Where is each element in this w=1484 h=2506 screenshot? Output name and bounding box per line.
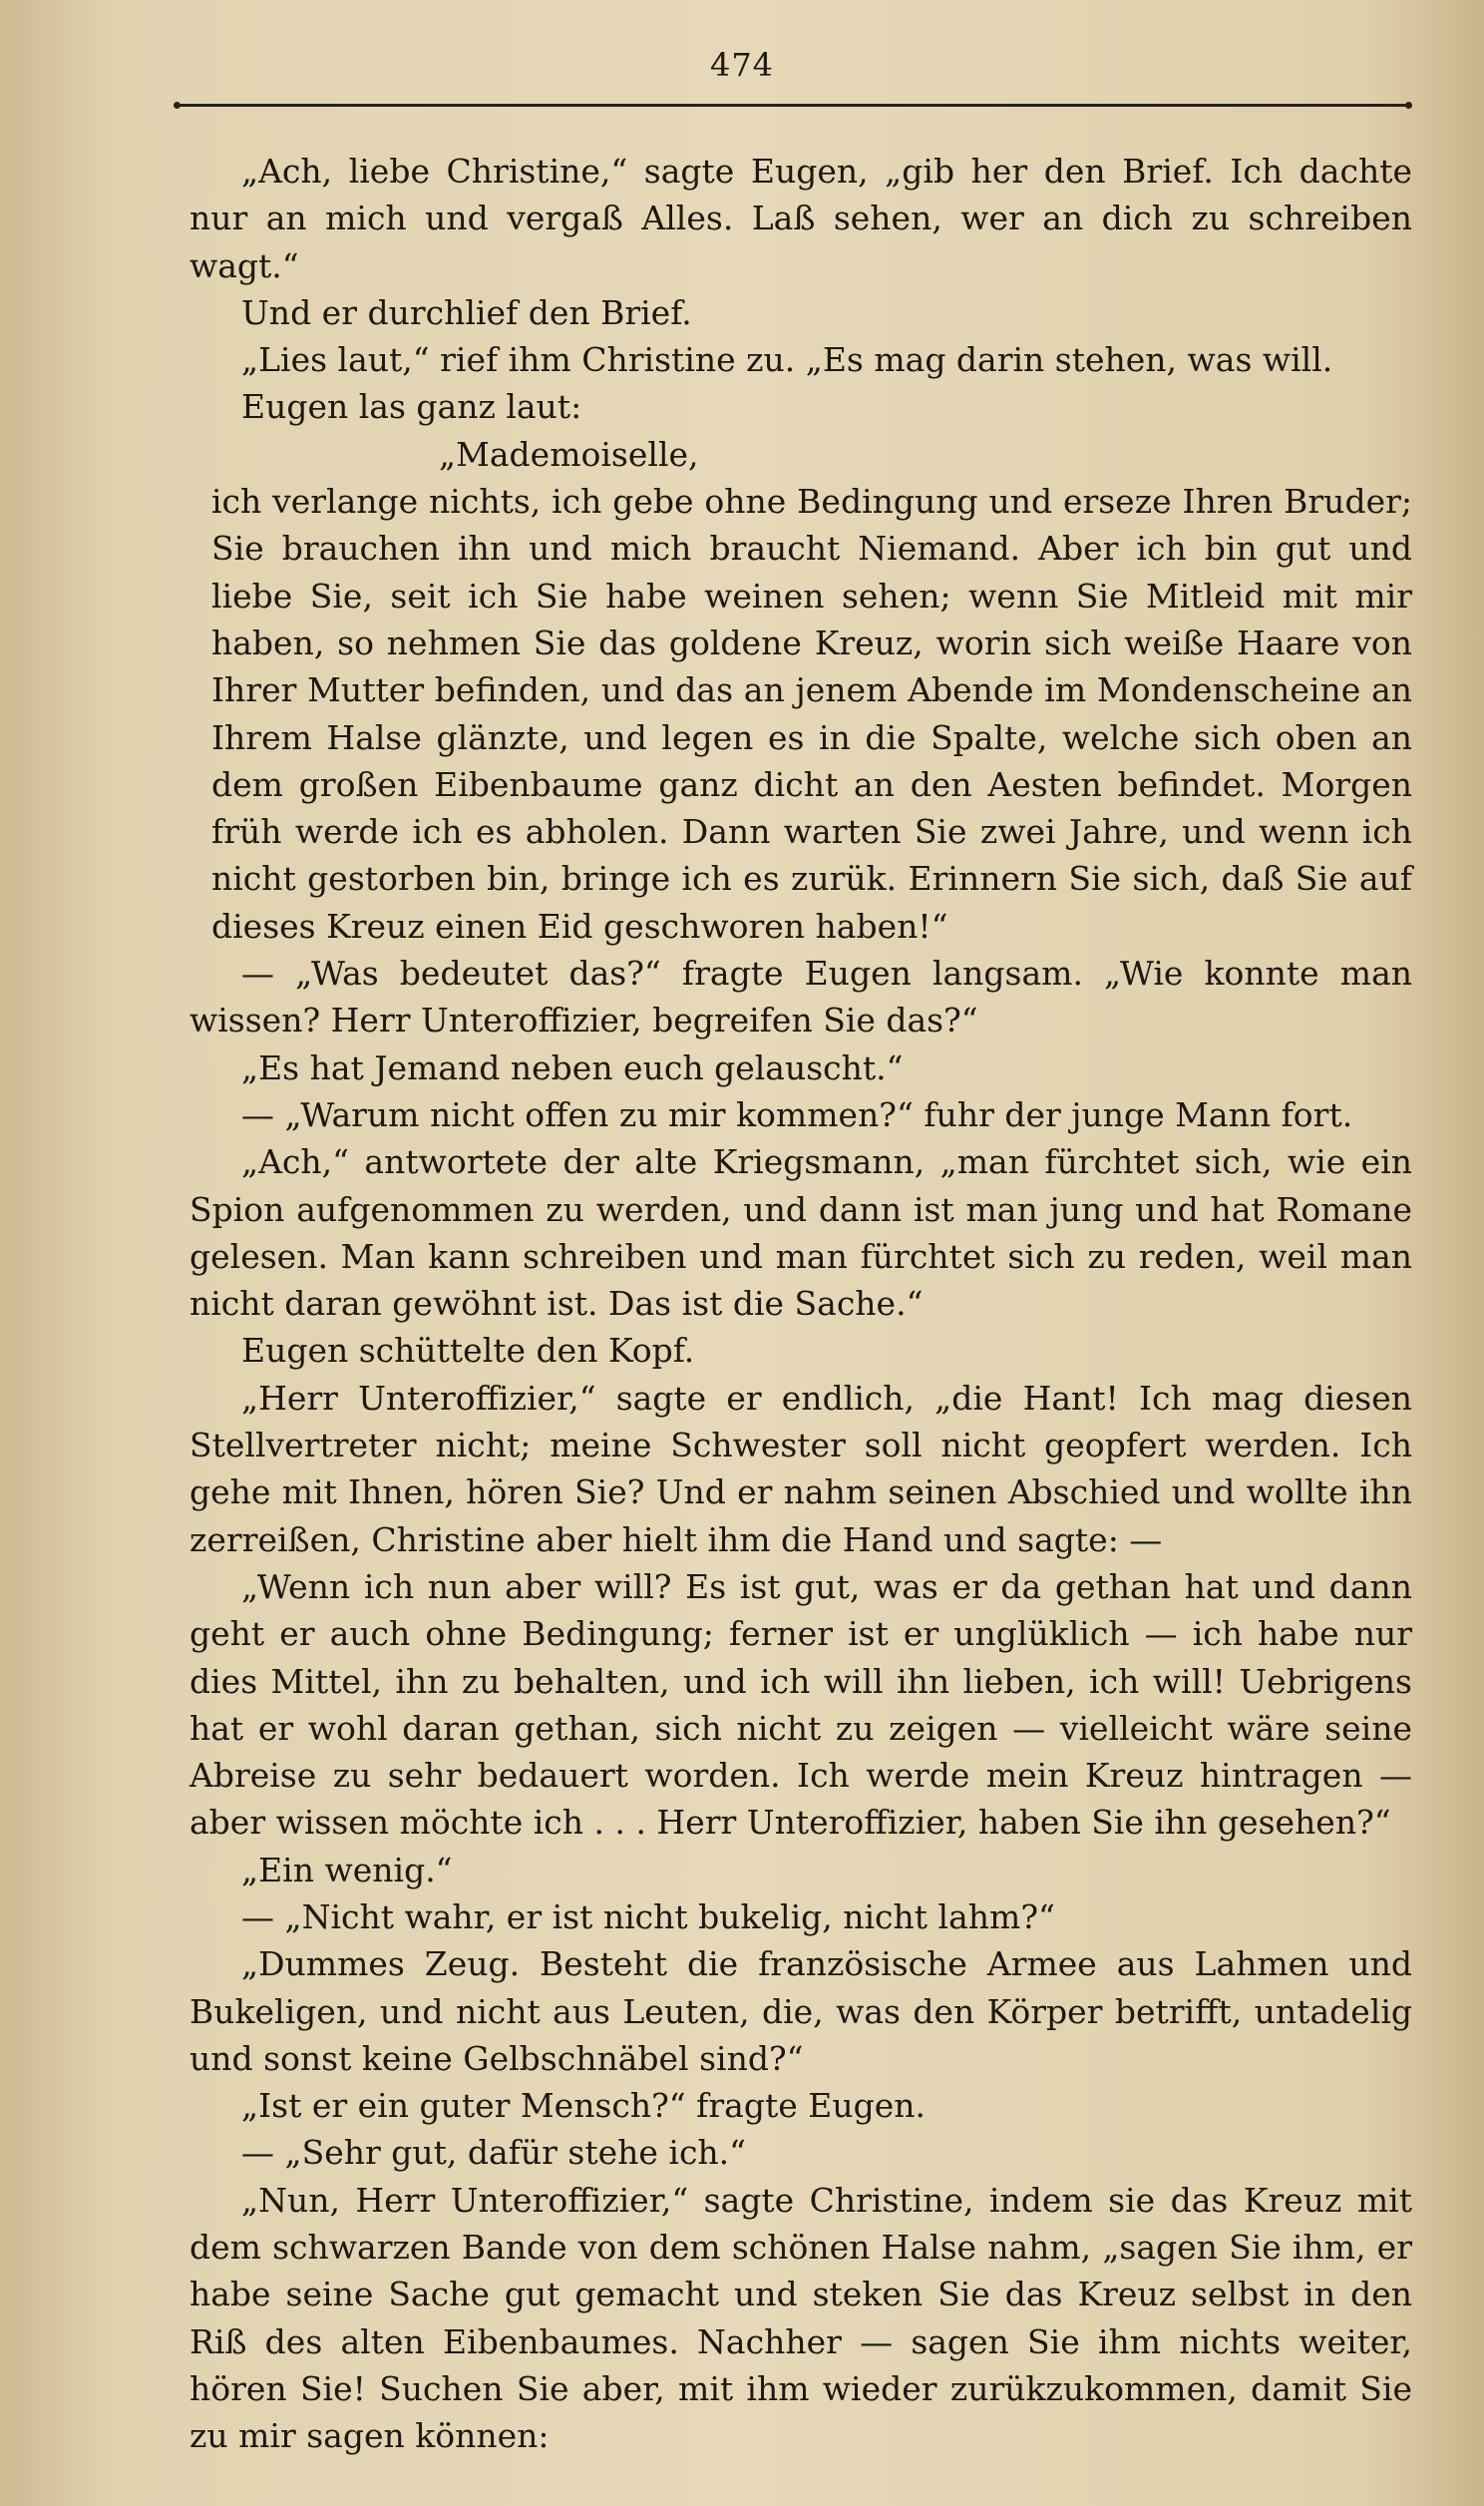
paragraph: „Wenn ich nun aber will? Es ist gut, was er da gethan hat und dann geht er auch ohne Bedingung; ferner ist er unglüklich — ich habe nur dies Mittel, ihn zu behalten, und ich will ihn lieben, ich will! Uebrigens hat er wohl daran gethan, sich nicht zu zeigen — vielleicht wäre seine Abreise zu sehr bedauert worden. Ich werde mein Kreuz hintragen — aber wissen möchte ich . . . Herr Unteroffizier, haben Sie ihn gesehen?“ <box>189 1566 1412 1843</box>
paragraph: „Ach,“ antwortete der alte Kriegsmann, „man fürchtet sich, wie ein Spion aufgenommen zu werden, und dann ist man jung und hat Romane gelesen. Man kann schreiben und man fürchtet sich zu reden, weil man nicht daran gewöhnt ist. Das ist die Sache.“ <box>189 1142 1412 1324</box>
letter-salutation: „Mademoiselle, <box>439 434 699 474</box>
paragraph: Und er durchlief den Brief. <box>241 292 692 332</box>
paragraph: „Herr Unteroffizier,“ sagte er endlich, „die Hant! Ich mag diesen Stellvertreter nicht; meine Schwester soll nicht geopfert werden. Ich gehe mit Ihnen, hören Sie? Und er nahm seinen Abschied und wollte ihn zerreißen, Christine aber hielt ihm die Hand und sagte: — <box>189 1378 1412 1559</box>
paragraph: „Lies laut,“ rief ihm Christine zu. „Es mag darin stehen, was will. <box>241 340 1333 380</box>
page-number: 474 <box>709 46 775 84</box>
paragraph: — „Warum nicht offen zu mir kommen?“ fuhr der junge Mann fort. <box>241 1094 1353 1134</box>
paragraph: „Nun, Herr Unteroffizier,“ sagte Christine, indem sie das Kreuz mit dem schwarzen Bande von dem schönen Halse nahm, „sagen Sie ihm, er habe seine Sache gut gemacht und steken Sie das Kreuz selbst in den Riß des alten Eibenbaumes. Nachher — sagen Sie ihm nichts weiter, hören Sie! Suchen Sie aber, mit ihm wieder zurükzukommen, damit Sie zu mir sagen können: <box>189 2180 1412 2456</box>
paragraph: — „Sehr gut, dafür stehe ich.“ <box>241 2133 747 2173</box>
letter-body: ich verlange nichts, ich gebe ohne Bedingung und erseze Ihren Bruder; Sie brauchen ihn und mich braucht Niemand. Aber ich bin gut und liebe Sie, seit ich Sie habe weinen sehen; wenn Sie Mitleid mit mir haben, so nehmen Sie das goldene Kreuz, worin sich weiße Haare von Ihrer Mutter befinden, und das an jenem Abende im Mondenscheine an Ihrem Halse glänzte, und legen es in die Spalte, welche sich oben an dem großen Eibenbaume ganz dicht an den Aesten befindet. Morgen früh werde ich es abholen. Dann warten Sie zwei Jahre, und wenn ich nicht gestorben bin, bringe ich es zurük. Erinnern Sie sich, daß Sie auf dieses Kreuz einen Eid geschworen haben!“ <box>211 482 1412 946</box>
paragraph: Eugen schüttelte den Kopf. <box>241 1331 695 1371</box>
paragraph: „Ist er ein guter Mensch?“ fragte Eugen. <box>241 2086 926 2126</box>
paragraph: „Ach, liebe Christine,“ sagte Eugen, „gib her den Brief. Ich dachte nur an mich und vergaß Alles. Laß sehen, wer an dich zu schreiben wagt.“ <box>189 152 1412 285</box>
paragraph: „Ein wenig.“ <box>241 1850 453 1889</box>
paragraph: Eugen las ganz laut: <box>241 387 582 427</box>
body-text <box>189 148 1412 2460</box>
paragraph: „Es hat Jemand neben euch gelauscht.“ <box>241 1047 904 1087</box>
paragraph: — „Nicht wahr, er ist nicht bukelig, nicht lahm?“ <box>241 1896 1055 1936</box>
header-rule <box>178 104 1408 107</box>
paragraph: — „Was bedeutet das?“ fragte Eugen langsam. „Wie konnte man wissen? Herr Unteroffizier, begreifen Sie das?“ <box>189 954 1412 1041</box>
paragraph: „Dummes Zeug. Besteht die französische Armee aus Lahmen und Bukeligen, und nicht aus Leuten, die, was den Körper betrifft, untadelig und sonst keine Gelbschnäbel sind?“ <box>189 1944 1412 2078</box>
